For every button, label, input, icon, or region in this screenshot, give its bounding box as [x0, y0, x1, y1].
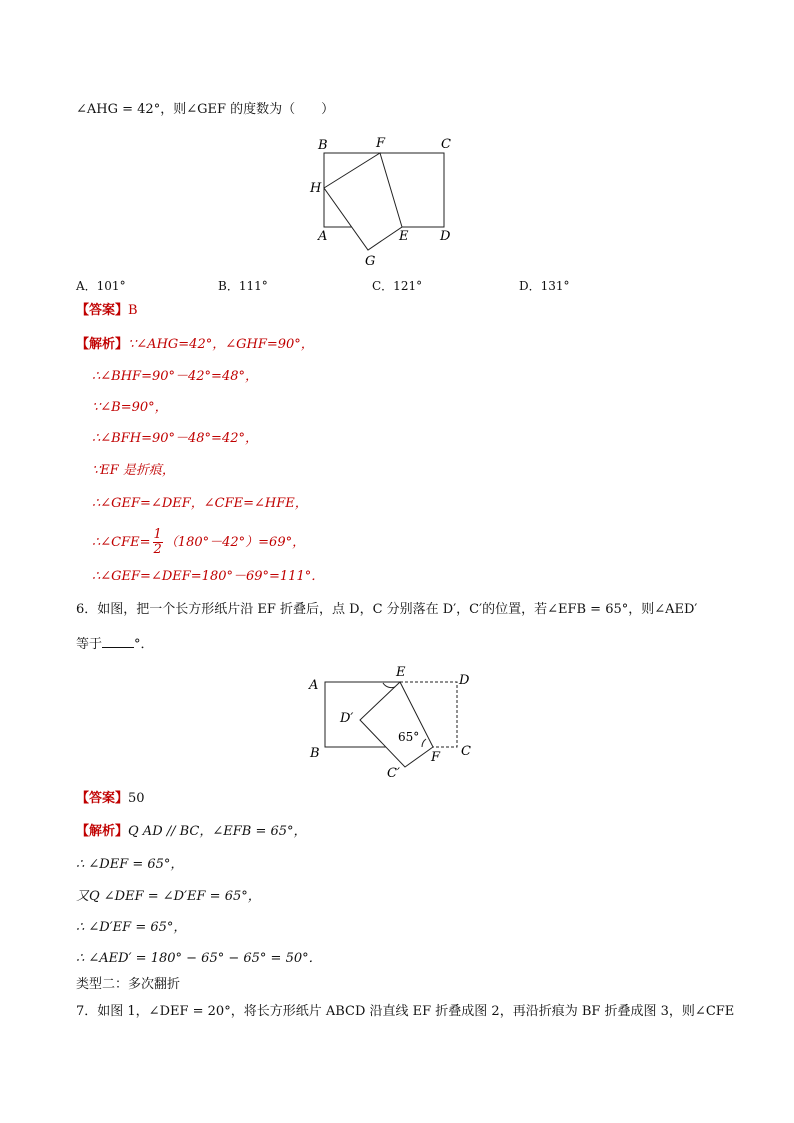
q5-option-c: C．121°	[372, 279, 423, 293]
q6-answer-tag: 【答案】	[76, 791, 129, 806]
q6-answer-blank	[102, 633, 134, 648]
q5-fraction: $\frac{1}{2}$	[153, 527, 162, 557]
q6-label-C-prime: C′	[387, 766, 400, 781]
q6-answer	[76, 789, 145, 809]
q5-label-A: A	[318, 229, 328, 244]
q5-analysis-line-7: ∴∠CFE= $\frac{1}{2}$ （180°－42°）=69°，	[92, 527, 306, 557]
q5-analysis-line-1: 【解析】∵∠AHG=42°，∠GHF=90°，	[76, 337, 314, 352]
q5-analysis-line-2: ∴∠BHF=90°－42°=48°，	[92, 369, 258, 384]
q6-label-C: C	[461, 744, 471, 759]
q5-analysis-line-6: ∴∠GEF=∠DEF，∠CFE=∠HFE，	[92, 496, 308, 511]
q6-diagram	[300, 665, 480, 785]
q7-stem-line-1: 7．如图 1，∠DEF = 20°，将长方形纸片 ABCD 沿直线 EF 折叠成图 2，再沿折痕为 BF 折叠成图 3，则∠CFE	[76, 1004, 735, 1019]
q5-answer-value: B	[128, 303, 138, 318]
q6-label-B: B	[310, 746, 320, 761]
q6-answer-value: 50	[128, 791, 145, 806]
q5-label-F: F	[376, 136, 386, 151]
q5-analysis-line-3: ∵∠B=90°，	[92, 400, 168, 415]
q6-label-E: E	[396, 665, 406, 680]
q5-answer	[76, 301, 138, 321]
q5-option-b: B．111°	[218, 279, 268, 293]
q5-analysis-line-4: ∴∠BFH=90°－48°=42°，	[92, 431, 258, 446]
q6-analysis-line-3: 又Q ∠DEF = ∠D′EF = 65°，	[76, 889, 261, 904]
q5-analysis-tag: 【解析】	[76, 337, 129, 352]
q6-label-A: A	[309, 678, 319, 693]
q6-label-D: D	[459, 673, 470, 688]
q5-label-H: H	[310, 181, 322, 196]
section-heading: 类型二：多次翻折	[76, 977, 181, 992]
q6-analysis-line-1: 【解析】Q AD // BC，∠EFB = 65°，	[76, 824, 307, 839]
q5-diagram	[300, 130, 470, 270]
q6-analysis-tag: 【解析】	[76, 824, 129, 839]
q6-stem-line-2: 等于 °．	[76, 633, 154, 655]
q6-stem-line-1: 6．如图，把一个长方形纸片沿 EF 折叠后，点 D，C 分别落在 D′，C′的位置，若∠EFB = 65°，则∠AED′	[76, 602, 698, 617]
q5-label-C: C	[441, 137, 451, 152]
q5-label-B: B	[318, 138, 328, 153]
q5-label-G: G	[365, 254, 376, 269]
q6-label-angle: 65°	[398, 730, 420, 744]
q5-answer-tag: 【答案】	[76, 303, 129, 318]
q5-label-D: D	[440, 229, 451, 244]
q5-stem-end: ∠AHG = 42°，则∠GEF 的度数为（ ）	[76, 102, 335, 117]
q5-analysis-line-8: ∴∠GEF=∠DEF=180°－69°=111°．	[92, 569, 325, 584]
q6-label-D-prime: D′	[340, 711, 354, 726]
q6-analysis-line-5: ∴ ∠AED′ = 180° − 65° − 65° = 50°．	[76, 951, 322, 966]
q5-option-d: D．131°	[519, 279, 570, 293]
q5-analysis-line-5: ∵EF 是折痕，	[92, 463, 175, 478]
q6-analysis-line-2: ∴ ∠DEF = 65°，	[76, 857, 184, 872]
q6-analysis-line-4: ∴ ∠D′EF = 65°，	[76, 920, 187, 935]
q6-label-F: F	[431, 750, 441, 765]
q5-label-E: E	[399, 229, 409, 244]
q5-option-a: A．101°	[76, 279, 126, 293]
